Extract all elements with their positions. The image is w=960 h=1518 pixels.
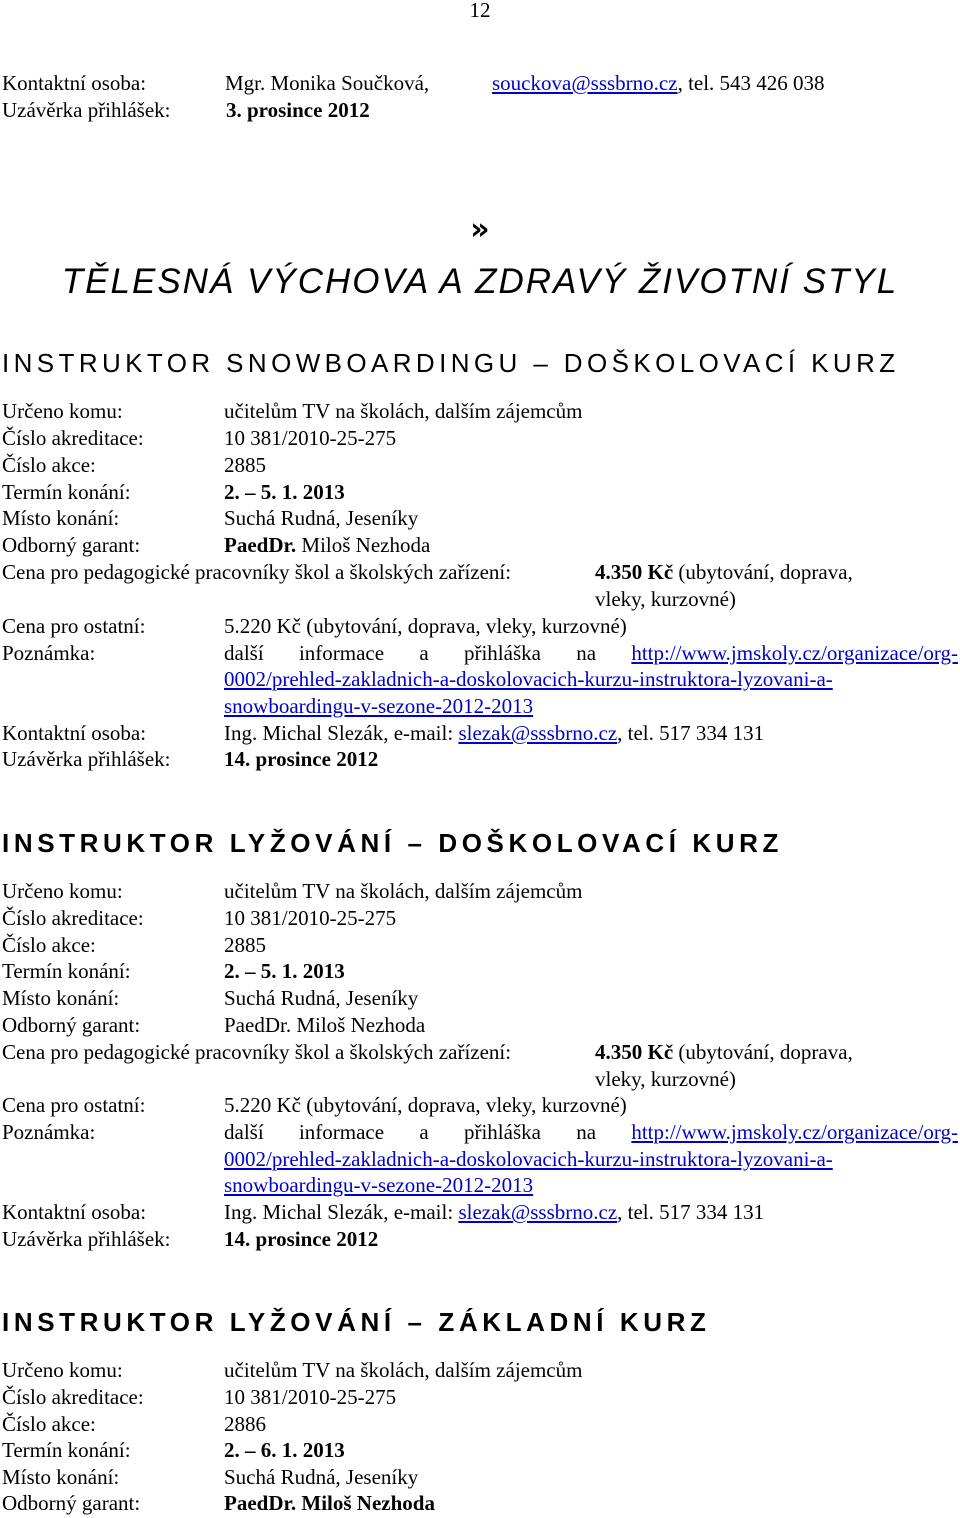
note-word: informace [298,641,385,665]
accreditation-label: Číslo akreditace: [2,426,144,450]
price-ped-label: Cena pro pedagogické pracovníky škol a školských zařízení: [2,560,512,584]
guarantor-value: PaedDr. Miloš Nezhoda [224,1491,435,1515]
note-row [2,640,958,667]
note-word: přihláška [463,641,541,665]
double-chevron-icon: » [470,212,490,247]
deadline-label: Uzávěrka přihlášek: [2,747,171,771]
action-label: Číslo akce: [2,1412,96,1436]
course-heading: INSTRUKTOR SNOWBOARDINGU – DOŠKOLOVACÍ KURZ [2,348,900,378]
note-url-link-cont[interactable]: 0002/prehled-zakladnich-a-doskolovacich-kurzu-instruktora-lyzovani-a- [224,667,833,691]
date-label: Termín konání: [2,1438,131,1462]
price-other-label: Cena pro ostatní: [2,1093,146,1117]
note-url-link[interactable]: http://www.jmskoly.cz/organizace/org- [631,641,958,665]
contact-label: Kontaktní osoba: [2,1200,147,1224]
date-value: 2. – 6. 1. 2013 [224,1438,345,1462]
note-label: Poznámka: [2,1120,96,1144]
contact-phone: , tel. 517 334 131 [617,1200,765,1224]
price-ped-amount: 4.350 Kč [595,560,674,584]
place-value: Suchá Rudná, Jeseníky [224,506,419,530]
contact-phone: , tel. 517 334 131 [617,721,765,745]
course-heading: INSTRUKTOR LYŽOVÁNÍ – DOŠKOLOVACÍ KURZ [2,828,784,858]
deadline-value: 14. prosince 2012 [224,747,379,771]
note-text [224,640,958,667]
target-label: Určeno komu: [2,1358,123,1382]
date-label: Termín konání: [2,959,131,983]
place-label: Místo konání: [2,506,120,530]
action-value: 2885 [224,453,266,477]
price-ped-note-cont: vleky, kurzovné) [595,587,736,611]
deadline-label: Uzávěrka přihlášek: [2,98,171,122]
target-value: učitelům TV na školách, dalším zájemcům [224,1358,583,1382]
action-value: 2886 [224,1412,266,1436]
target-value: učitelům TV na školách, dalším zájemcům [224,399,583,423]
contact-email-link[interactable]: souckova@sssbrno.cz [492,71,678,95]
note-url-link[interactable]: http://www.jmskoly.cz/organizace/org- [631,1120,958,1144]
contact-phone: , tel. 543 426 038 [677,71,825,95]
price-other-value: 5.220 Kč (ubytování, doprava, vleky, kurzovné) [224,1093,627,1117]
note-text [224,1119,958,1146]
note-url-link-end[interactable]: snowboardingu-v-sezone-2012-2013 [224,1173,534,1197]
price-ped-note: (ubytování, doprava, [678,1040,853,1064]
place-label: Místo konání: [2,986,120,1010]
date-value: 2. – 5. 1. 2013 [224,480,345,504]
main-title: TĚLESNÁ VÝCHOVA A ZDRAVÝ ŽIVOTNÍ STYL [61,262,899,301]
note-word: a [419,641,429,665]
note-url-link-end[interactable]: snowboardingu-v-sezone-2012-2013 [224,694,534,718]
guarantor-label: Odborný garant: [2,1491,141,1515]
place-value: Suchá Rudná, Jeseníky [224,1465,419,1489]
note-word: další [224,1120,264,1144]
action-label: Číslo akce: [2,453,96,477]
contact-label: Kontaktní osoba: [2,721,147,745]
contact-name: Ing. Michal Slezák, e-mail: [224,1200,459,1224]
action-label: Číslo akce: [2,933,96,957]
note-word: na [576,1120,597,1144]
accreditation-value: 10 381/2010-25-275 [224,1385,397,1409]
note-word: další [224,641,264,665]
guarantor-label: Odborný garant: [2,533,141,557]
note-url-link-cont[interactable]: 0002/prehled-zakladnich-a-doskolovacich-kurzu-instruktora-lyzovani-a- [224,1147,833,1171]
course-heading: INSTRUKTOR LYŽOVÁNÍ – ZÁKLADNÍ KURZ [2,1307,711,1337]
action-value: 2885 [224,933,266,957]
accreditation-value: 10 381/2010-25-275 [224,426,397,450]
contact-name: Mgr. Monika Součková, [225,71,430,95]
contact-name: Ing. Michal Slezák, e-mail: [224,721,459,745]
deadline-value: 14. prosince 2012 [224,1227,379,1251]
accreditation-label: Číslo akreditace: [2,906,144,930]
target-label: Určeno komu: [2,879,123,903]
date-value: 2. – 5. 1. 2013 [224,959,345,983]
guarantor-label: Odborný garant: [2,1013,141,1037]
price-other-label: Cena pro ostatní: [2,614,146,638]
guarantor-name: Miloš Nezhoda [301,533,431,557]
contact-email-link[interactable]: slezak@sssbrno.cz [458,721,618,745]
note-label: Poznámka: [2,641,96,665]
place-label: Místo konání: [2,1465,120,1489]
accreditation-label: Číslo akreditace: [2,1385,144,1409]
note-word: a [419,1120,429,1144]
deadline-value: 3. prosince 2012 [226,98,370,122]
deadline-label: Uzávěrka přihlášek: [2,1227,171,1251]
guarantor-value: PaedDr. Miloš Nezhoda [224,1013,426,1037]
price-ped-note: (ubytování, doprava, [678,560,853,584]
note-word: přihláška [463,1120,541,1144]
page-number: 12 [469,0,491,22]
contact-label: Kontaktní osoba: [2,71,147,95]
guarantor-title: PaedDr. [224,533,297,557]
price-ped-label: Cena pro pedagogické pracovníky škol a školských zařízení: [2,1040,512,1064]
accreditation-value: 10 381/2010-25-275 [224,906,397,930]
price-ped-amount: 4.350 Kč [595,1040,674,1064]
price-ped-note-cont: vleky, kurzovné) [595,1067,736,1091]
target-value: učitelům TV na školách, dalším zájemcům [224,879,583,903]
target-label: Určeno komu: [2,399,123,423]
place-value: Suchá Rudná, Jeseníky [224,986,419,1010]
contact-email-link[interactable]: slezak@sssbrno.cz [458,1200,618,1224]
price-other-value: 5.220 Kč (ubytování, doprava, vleky, kurzovné) [224,614,627,638]
note-word: informace [298,1120,385,1144]
note-word: na [576,641,597,665]
date-label: Termín konání: [2,480,131,504]
note-row [2,1119,958,1146]
